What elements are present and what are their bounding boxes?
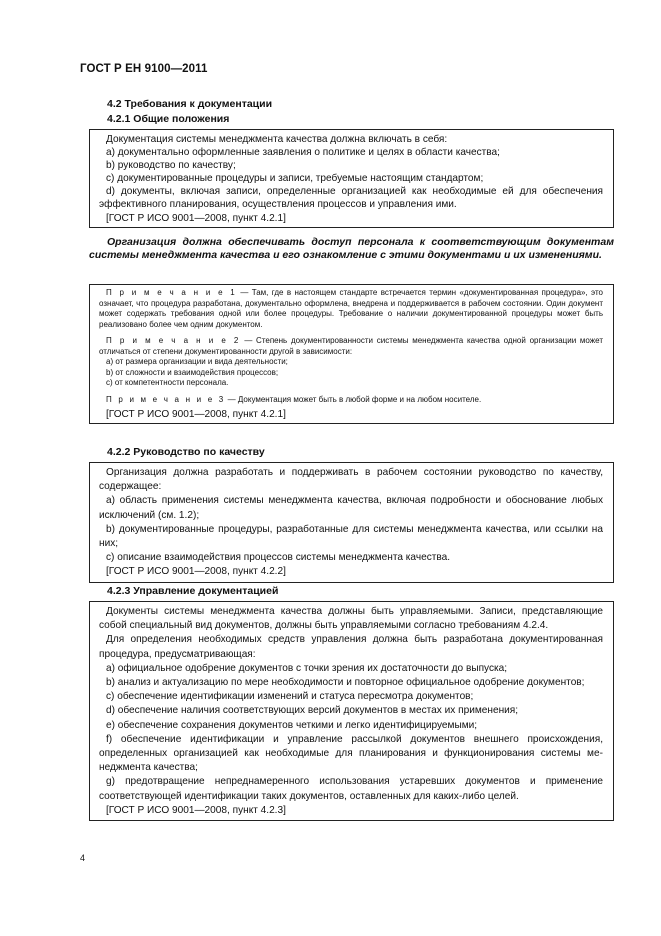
note-1-text: — Там, где в настоящем стандарте встречается термин «документированная процедура», это означает, что процедура разработана, документально оформлена, внедрена и поддерживается в рабочем состоянии. Один документ может содержать требования одной или более процедуры. Требование о наличии документированной процедуры может быть реализовано более чем одним документом.	[99, 288, 603, 329]
note-2-item: b) от сложности и взаимодействия процессов;	[106, 367, 279, 377]
quote-box-4-2-2	[89, 462, 614, 583]
box-line: d) обеспечение наличия соответствующих версий документов в местах их применения;	[106, 705, 519, 717]
quote-box-4-2-3	[89, 601, 614, 821]
reference: [ГОСТ Р ИСО 9001—2008, пункт 4.2.3]	[106, 804, 286, 816]
box-line: c) обеспечение идентификации изменений и статуса пересмотра документов;	[106, 691, 474, 703]
document-header: ГОСТ Р ЕН 9100—2011	[80, 63, 208, 75]
box-line: b) документированные процедуры, разработанные для системы менеджмента качества, или ссылки на них;	[99, 523, 603, 550]
box-line: f) обеспечение идентификации и управление рассылкой документов внешнего происхождения, определенных организацией как необходимые для планирования и функционирования системы менеджмента качества;	[99, 733, 603, 774]
emphasis-paragraph: Организация должна обеспечивать доступ персонала к соответствующим документам системы менеджмента качества и его ознакомление с этими документами и их изменениями.	[89, 236, 614, 262]
notes-box	[89, 284, 614, 424]
box-line: g) предотвращение непреднамеренного использования устаревших документов и применение соответствующей идентификации таких документов, оставленных для каких-либо целей.	[99, 776, 603, 802]
note-2-text: — Степень документированности системы менеджмента качества одной организации может отличаться от степени документированности другой в зависимости:	[99, 336, 603, 356]
box-line: а) официальное одобрение документов с точки зрения их достаточности до выпуска;	[106, 662, 508, 674]
box-line: b) руководство по качеству;	[106, 160, 236, 172]
section-heading-4-2-2: 4.2.2 Руководство по качеству	[107, 446, 265, 458]
box-line: Для определения необходимых средств управления должна быть разработана документированная процедура, предусматривающая:	[99, 634, 603, 660]
reference: [ГОСТ Р ИСО 9001—2008, пункт 4.2.2]	[106, 566, 286, 578]
box-line: Документация системы менеджмента качества должна включать в себя:	[106, 134, 448, 145]
reference: [ГОСТ Р ИСО 9001—2008, пункт 4.2.1]	[106, 212, 286, 224]
box-line: c) описание взаимодействия процессов системы менеджмента качества.	[106, 552, 451, 564]
section-heading-4-2: 4.2 Требования к документации	[107, 98, 273, 110]
page-number: 4	[80, 853, 86, 863]
box-line: а) документально оформленные заявления о политике и целях в области качества;	[106, 147, 500, 159]
box-line: а) область применения системы менеджмента качества, включая подробности и обоснование любых исключений (см. 1.2);	[99, 495, 603, 521]
box-line: Документы системы менеджмента качества должны быть управляемыми. Записи, представляющие собой специальный вид документов, должны быть управляемыми согласно требованиям 4.2.4.	[99, 606, 603, 632]
quote-box-4-2-1	[89, 129, 614, 228]
reference: [ГОСТ Р ИСО 9001—2008, пункт 4.2.1]	[106, 409, 286, 420]
note-3-text: — Документация может быть в любой форме и на любом носителе.	[225, 394, 482, 404]
section-heading-4-2-3: 4.2.3 Управление документацией	[107, 585, 279, 597]
note-3-label: П р и м е ч а н и е 3	[106, 394, 226, 404]
note-2-item: а) от размера организации и вида деятельности;	[106, 357, 288, 366]
box-line: c) документированные процедуры и записи, требуемые настоящим стандартом;	[106, 173, 484, 185]
note-1-label: П р и м е ч а н и е 1	[106, 288, 237, 297]
note-2-item: c) от компетентности персонала.	[106, 378, 229, 387]
box-line: e) обеспечение сохранения документов четкими и легко идентифицируемыми;	[106, 719, 478, 731]
box-line: d) документы, включая записи, определенные организацией как необходимые ей для обеспечения эффективного планирования, осуществления процессов и управления ими.	[99, 186, 603, 211]
box-line: Организация должна разработать и поддерживать в рабочем состоянии руководство по качеству, содержащее:	[99, 467, 603, 493]
section-heading-4-2-1: 4.2.1 Общие положения	[107, 113, 230, 125]
note-2-label: П р и м е ч а н и е 2	[106, 336, 241, 345]
box-line: b) анализ и актуализацию по мере необходимости и повторное официальное одобрение документов;	[106, 677, 585, 689]
